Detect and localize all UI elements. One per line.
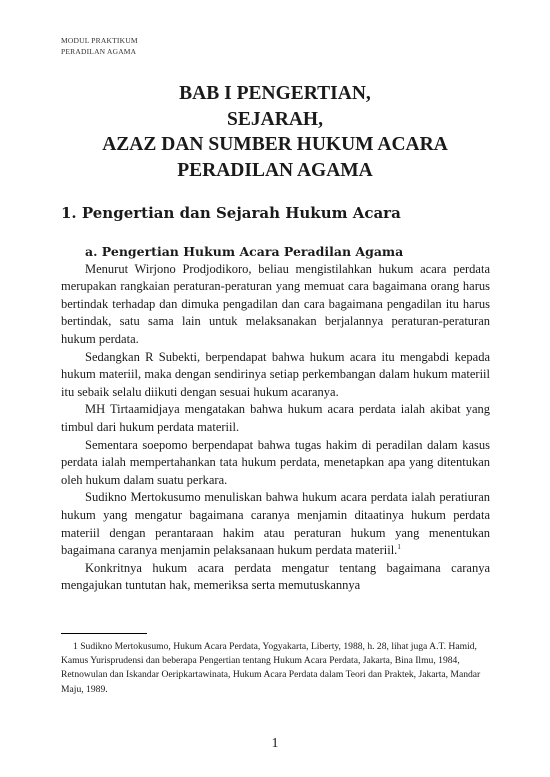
chapter-title-line-1: BAB I PENGERTIAN, [179, 83, 371, 104]
paragraph-subekti: Sedangkan R Subekti, berpendapat bahwa hukum acara itu mengabdi kepada hukum materiil, maka dengan sendirinya setiap perkembangan dalam hukum materiil itu sebaik selalu diikuti dengan sesuai hukum acaranya. [61, 349, 490, 399]
section-heading: 1. Pengertian dan Sejarah Hukum Acara [61, 204, 401, 222]
page-number: 1 [271, 736, 279, 751]
chapter-title-line-3: AZAZ DAN SUMBER HUKUM ACARA [102, 134, 448, 155]
footnote-reference[interactable]: 1 [397, 543, 401, 552]
subsection-heading: a. Pengertian Hukum Acara Peradilan Agama [85, 244, 404, 259]
paragraph-sudikno-text: Sudikno Mertokusumo menuliskan bahwa hukum acara perdata ialah peratiuran hukum yang mengatur bagaimana caranya menjamin ditaatinya hukum perdata materiil dengan perantaraan hakim atau peraturan hukum yang menentukan bagaimana caranya menjamin pelaksanaan hukum perdata materiil. [61, 490, 490, 558]
running-header [61, 35, 138, 57]
paragraph-soepomo: Sementara soepomo berpendapat bahwa tugas hakim di peradilan dalam kasus perdata ialah mempertahankan tata hukum perdata, menetapkan apa yang ditentukan oleh hukum dalam suatu perkara. [61, 437, 490, 487]
footnote-divider [61, 633, 147, 634]
chapter-title [0, 81, 550, 183]
paragraph-sudikno [61, 489, 490, 559]
paragraph-konkritnya: Konkritnya hukum acara perdata mengatur tentang bagaimana caranya mengajukan tuntutan hak, memeriksa serta memutuskannya [61, 560, 490, 593]
paragraph-tirtaamidjaya: MH Tirtaamidjaya mengatakan bahwa hukum acara perdata ialah akibat yang timbul dari hukum perdata materiil. [61, 402, 490, 434]
paragraph-wirjono: Menurut Wirjono Prodjodikoro, beliau mengistilahkan hukum acara perdata merupakan rangkaian peraturan-peraturan yang memuat cara bagaimana orang harus bertindak terhadap dan dimuka pengadilan dan cara bagaimana pengadilan itu harus bertindak, satu sama lain untuk melaksanakan berjalannya peraturan-peraturan hukum perdata. [61, 261, 490, 346]
running-header-line-2: PERADILAN AGAMA [61, 47, 137, 56]
body-text [61, 243, 490, 595]
chapter-title-line-4: PERADILAN AGAMA [177, 159, 373, 181]
footnote-1: 1 Sudikno Mertokusumo, Hukum Acara Perdata, Yogyakarta, Liberty, 1988, h. 28, lihat juga A.T. Hamid, Kamus Yurisprudensi dan beberapa Pengertian tentang Hukum Acara Perdata, Jakarta, Bina Ilmu, 1984, Retnowulan dan Iskandar Oeripkartawinata, Hukum Acara Perdata dalam Teori dan Praktek, Jakarta, Mandar Maju, 1989. [61, 641, 481, 695]
running-header-line-1: MODUL PRAKTIKUM [61, 36, 138, 45]
chapter-title-line-2: SEJARAH, [227, 108, 323, 130]
